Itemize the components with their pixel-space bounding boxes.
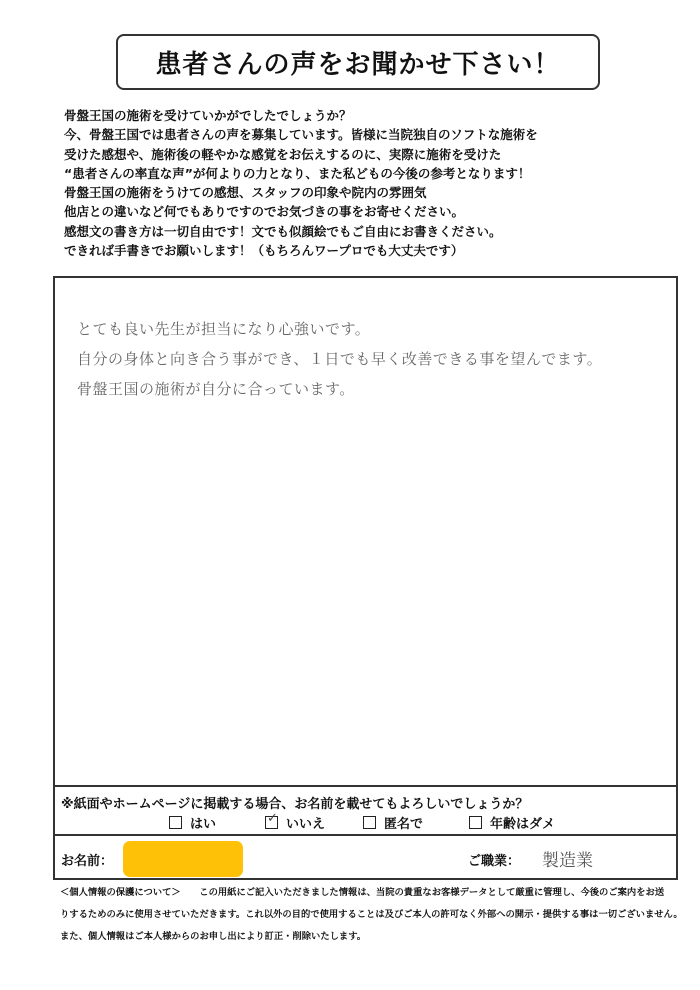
privacy-notice [60, 882, 683, 948]
privacy-line: ＜個人情報の保護について＞ この用紙にご記入いただきました情報は、当院の貴重なお客様データとして厳重に管理し、今後のご案内をお送 [60, 887, 665, 898]
privacy-line: また、個人情報はご本人様からのお申し出により訂正・削除いたします。 [60, 931, 367, 942]
option-no[interactable] [265, 813, 363, 832]
title-box [116, 34, 600, 90]
option-label: 年齢はダメ [490, 817, 556, 832]
comment-line: 骨盤王国の施術が自分に合っています。 [77, 380, 355, 398]
intro-line: 他店との違いなど何でもありですのでお気づきの事をお寄せください。 [64, 204, 465, 220]
comment-line: とても良い先生が担当になり心強いです。 [77, 320, 371, 338]
intro-line: 今、骨盤王国では患者さんの声を募集しています。皆様に当院独自のソフトな施術を [64, 127, 538, 143]
consent-options [169, 813, 555, 832]
comment-line: 自分の身体と向き合う事ができ、１日でも早く改善できる事を望んでます。 [77, 350, 603, 368]
intro-line: “患者さんの率直な声”が何よりの力となり、また私どもの今後の参考となります！ [64, 165, 531, 181]
consent-section [55, 785, 676, 834]
name-redaction [123, 841, 243, 877]
job-value: 製造業 [542, 851, 593, 871]
name-label: お名前： [61, 854, 114, 869]
option-label: 匿名で [384, 817, 424, 832]
consent-question: ※紙面やホームページに掲載する場合、お名前を載せてもよろしいでしょうか？ [61, 797, 529, 812]
feedback-form [53, 276, 678, 880]
option-yes[interactable] [169, 813, 265, 832]
checkbox-yes[interactable] [169, 816, 182, 829]
page-title: 患者さんの声をお聞かせ下さい！ [155, 49, 561, 80]
option-no-age[interactable] [469, 813, 555, 832]
job-label: ご職業： [468, 854, 521, 869]
intro-line: 骨盤王国の施術をうけての感想、スタッフの印象や院内の雰囲気 [64, 185, 427, 201]
checkbox-anonymous[interactable] [363, 816, 376, 829]
intro-text [64, 106, 664, 260]
option-anonymous[interactable] [363, 813, 469, 832]
comment-area[interactable] [55, 278, 676, 785]
intro-line: 受けた感想や、施術後の軽やかな感覚をお伝えするのに、実際に施術を受けた [64, 146, 502, 162]
checkbox-no-age[interactable] [469, 816, 482, 829]
intro-line: できれば手書きでお願いします！（もちろんワープロでも大丈夫です） [64, 243, 464, 259]
intro-line: 感想文の書き方は一切自由です！文でも似顔絵でもご自由にお書きください。 [64, 223, 502, 239]
option-label: はい [190, 817, 217, 832]
name-row [55, 834, 676, 880]
check-icon: ✓ [267, 811, 278, 826]
checkbox-no[interactable] [265, 811, 278, 829]
intro-line: 骨盤王国の施術を受けていかがでしたでしょうか？ [64, 108, 352, 123]
handwritten-comment [77, 314, 667, 404]
option-label: いいえ [286, 817, 326, 832]
privacy-line: りするためのみに使用させていただきます。これ以外の目的で使用することは及びご本人の許可なく外部への開示・提供する事は一切ございません。 [60, 909, 683, 920]
